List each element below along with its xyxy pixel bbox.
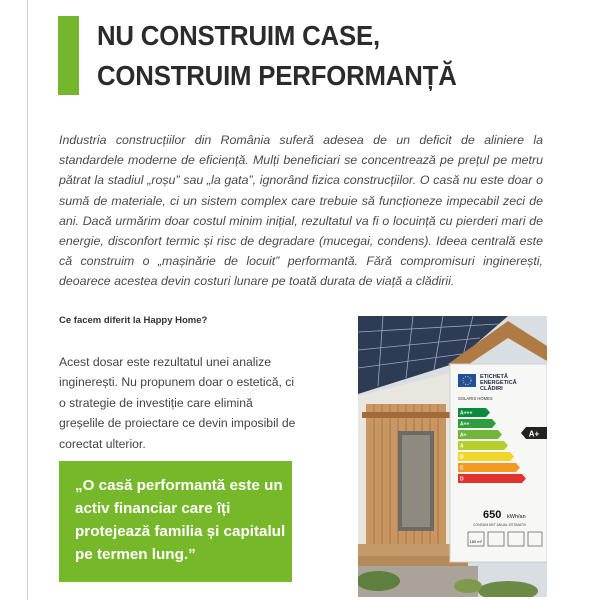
energy-class-label: C: [460, 465, 464, 472]
energy-class-label: A++: [460, 421, 470, 428]
quote-text: „O casă performantă este un activ financiar care îți protejează familia și capitalul pe termen lung.”: [75, 477, 286, 563]
energy-class-bar: [458, 452, 514, 461]
label-title-1: ETICHETĂ: [480, 374, 508, 380]
label-energy-caption: CONSUM NET ANUAL ESTIMATIV: [473, 523, 527, 527]
energy-class-label: D: [460, 476, 464, 483]
page-edge-line: [27, 0, 28, 600]
energy-class-bar: [458, 474, 526, 483]
energy-class-bar: [458, 463, 520, 472]
section-body: Acest dosar este rezultatul unei analize inginerești. Nu propunem doar o estetică, ci o strategie de investiție care elimină greșelile de proiectare ce devin imposibil de corectat ulterior.: [59, 355, 296, 451]
energy-class-bar: [458, 441, 508, 450]
label-energy-value: 650: [483, 509, 502, 521]
label-grade: A+: [528, 429, 540, 439]
page-title-line-2: CONSTRUIM PERFORMANȚĂ: [97, 60, 457, 91]
section-subheading: Ce facem diferit la Happy Home?: [59, 315, 208, 326]
label-energy-unit: kWh/an: [507, 514, 526, 520]
energy-class-label: A+++: [460, 410, 473, 417]
label-brand: SOLARIS HOMES: [458, 396, 493, 401]
intro-paragraph: Industria construcțiilor din România suferă adesea de un deficit de aliniere la standardele moderne de eficiență. Mulți beneficiari se concentrează pe prețul pe metru pătrat la stadiul „roșu” sau „la gata”, ignorând fizica construcțiilor. O casă nu este doar o sumă de materiale, ci un sistem complex care trebuie să funcționeze impecabil zeci de ani. Dacă urmărim doar costul minim inițial, rezultatul va fi o locuință cu pierderi mari de energie, disconfort termic și risc de degradare (mucegai, condens). Ideea centrală este că construim o „mașinărie de locuit” performantă. Fără compromisuri inginerești, deoarece acestea devin costuri lunare pe toată durata de viață a clădirii.: [59, 133, 543, 289]
page-title: [97, 16, 502, 96]
page-title-line-1: NU CONSTRUIM CASE,: [97, 20, 380, 51]
label-title-3: CLĂDIRI: [480, 386, 503, 392]
label-title-2: ENERGETICĂ: [480, 380, 517, 386]
energy-class-label: A: [460, 443, 464, 450]
energy-class-label: B: [460, 454, 464, 461]
title-accent-bar: [58, 16, 79, 95]
energy-class-label: A+: [460, 432, 467, 439]
label-area: 180 m²: [469, 539, 482, 544]
house-energy-label-photo: [358, 316, 547, 597]
